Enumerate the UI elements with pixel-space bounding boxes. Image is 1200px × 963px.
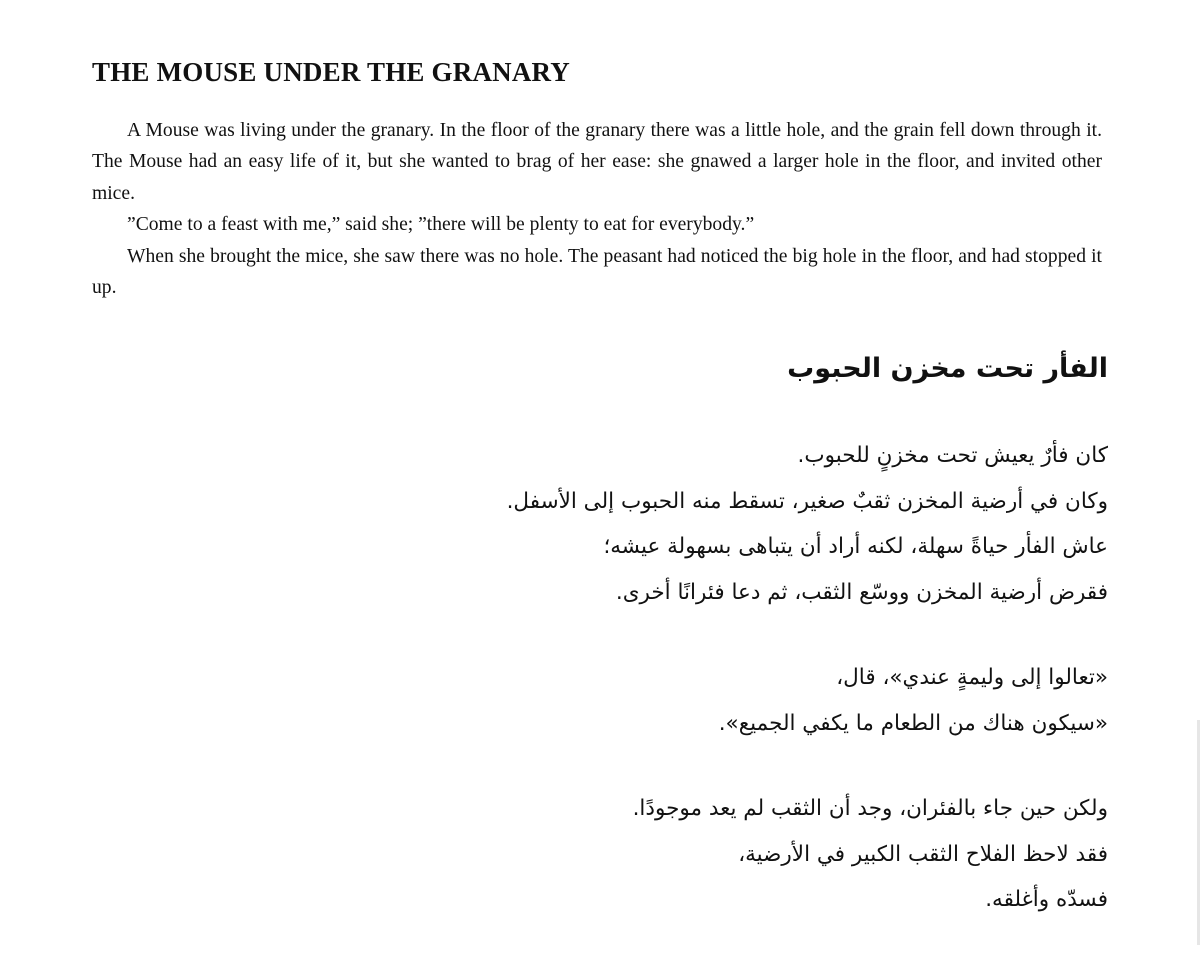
english-section	[92, 52, 1102, 303]
arabic-title: الفأر تحت مخزن الحبوب	[787, 353, 1108, 384]
english-body	[92, 115, 1102, 303]
arabic-line: عاش الفأر حياةً سهلة، لكنه أراد أن يتباهى بسهولة عيشه؛	[603, 534, 1108, 559]
arabic-section	[108, 345, 1108, 963]
arabic-stanza-3	[108, 786, 1108, 923]
arabic-line: ولكن حين جاء بالفئران، وجد أن الثقب لم يعد موجودًا.	[632, 796, 1108, 821]
arabic-line: فسدّه وأغلقه.	[985, 887, 1108, 912]
arabic-line: «تعالوا إلى وليمةٍ عندي»، قال،	[836, 665, 1108, 690]
arabic-line: كان فأرٌ يعيش تحت مخزنٍ للحبوب.	[797, 443, 1108, 468]
arabic-line: «سيكون هناك من الطعام ما يكفي الجميع».	[718, 710, 1108, 736]
english-paragraph: When she brought the mice, she saw there was no hole. The peasant had noticed the big hole in the floor, and had stopped it up.	[92, 245, 1102, 299]
arabic-stanza-2	[108, 655, 1108, 746]
arabic-body	[108, 433, 1108, 923]
arabic-line: وكان في أرضية المخزن ثقبٌ صغير، تسقط منه الحبوب إلى الأسفل.	[506, 488, 1108, 514]
english-paragraph: ”Come to a feast with me,” said she; ”there will be plenty to eat for everybody.”	[127, 214, 755, 236]
arabic-line: فقد لاحظ الفلاح الثقب الكبير في الأرضية،	[738, 841, 1108, 867]
english-title: THE MOUSE UNDER THE GRANARY	[92, 57, 571, 87]
english-paragraph: A Mouse was living under the granary. In the floor of the granary there was a little hole, and the grain fell down through it. The Mouse had an easy life of it, but she wanted to brag of her ease: she gnawed a larger hole in the floor, and invited other mice.	[92, 120, 1102, 204]
arabic-stanza-1	[108, 433, 1108, 615]
arabic-line: فقرض أرضية المخزن ووسّع الثقب، ثم دعا فئرانًا أخرى.	[615, 579, 1108, 605]
